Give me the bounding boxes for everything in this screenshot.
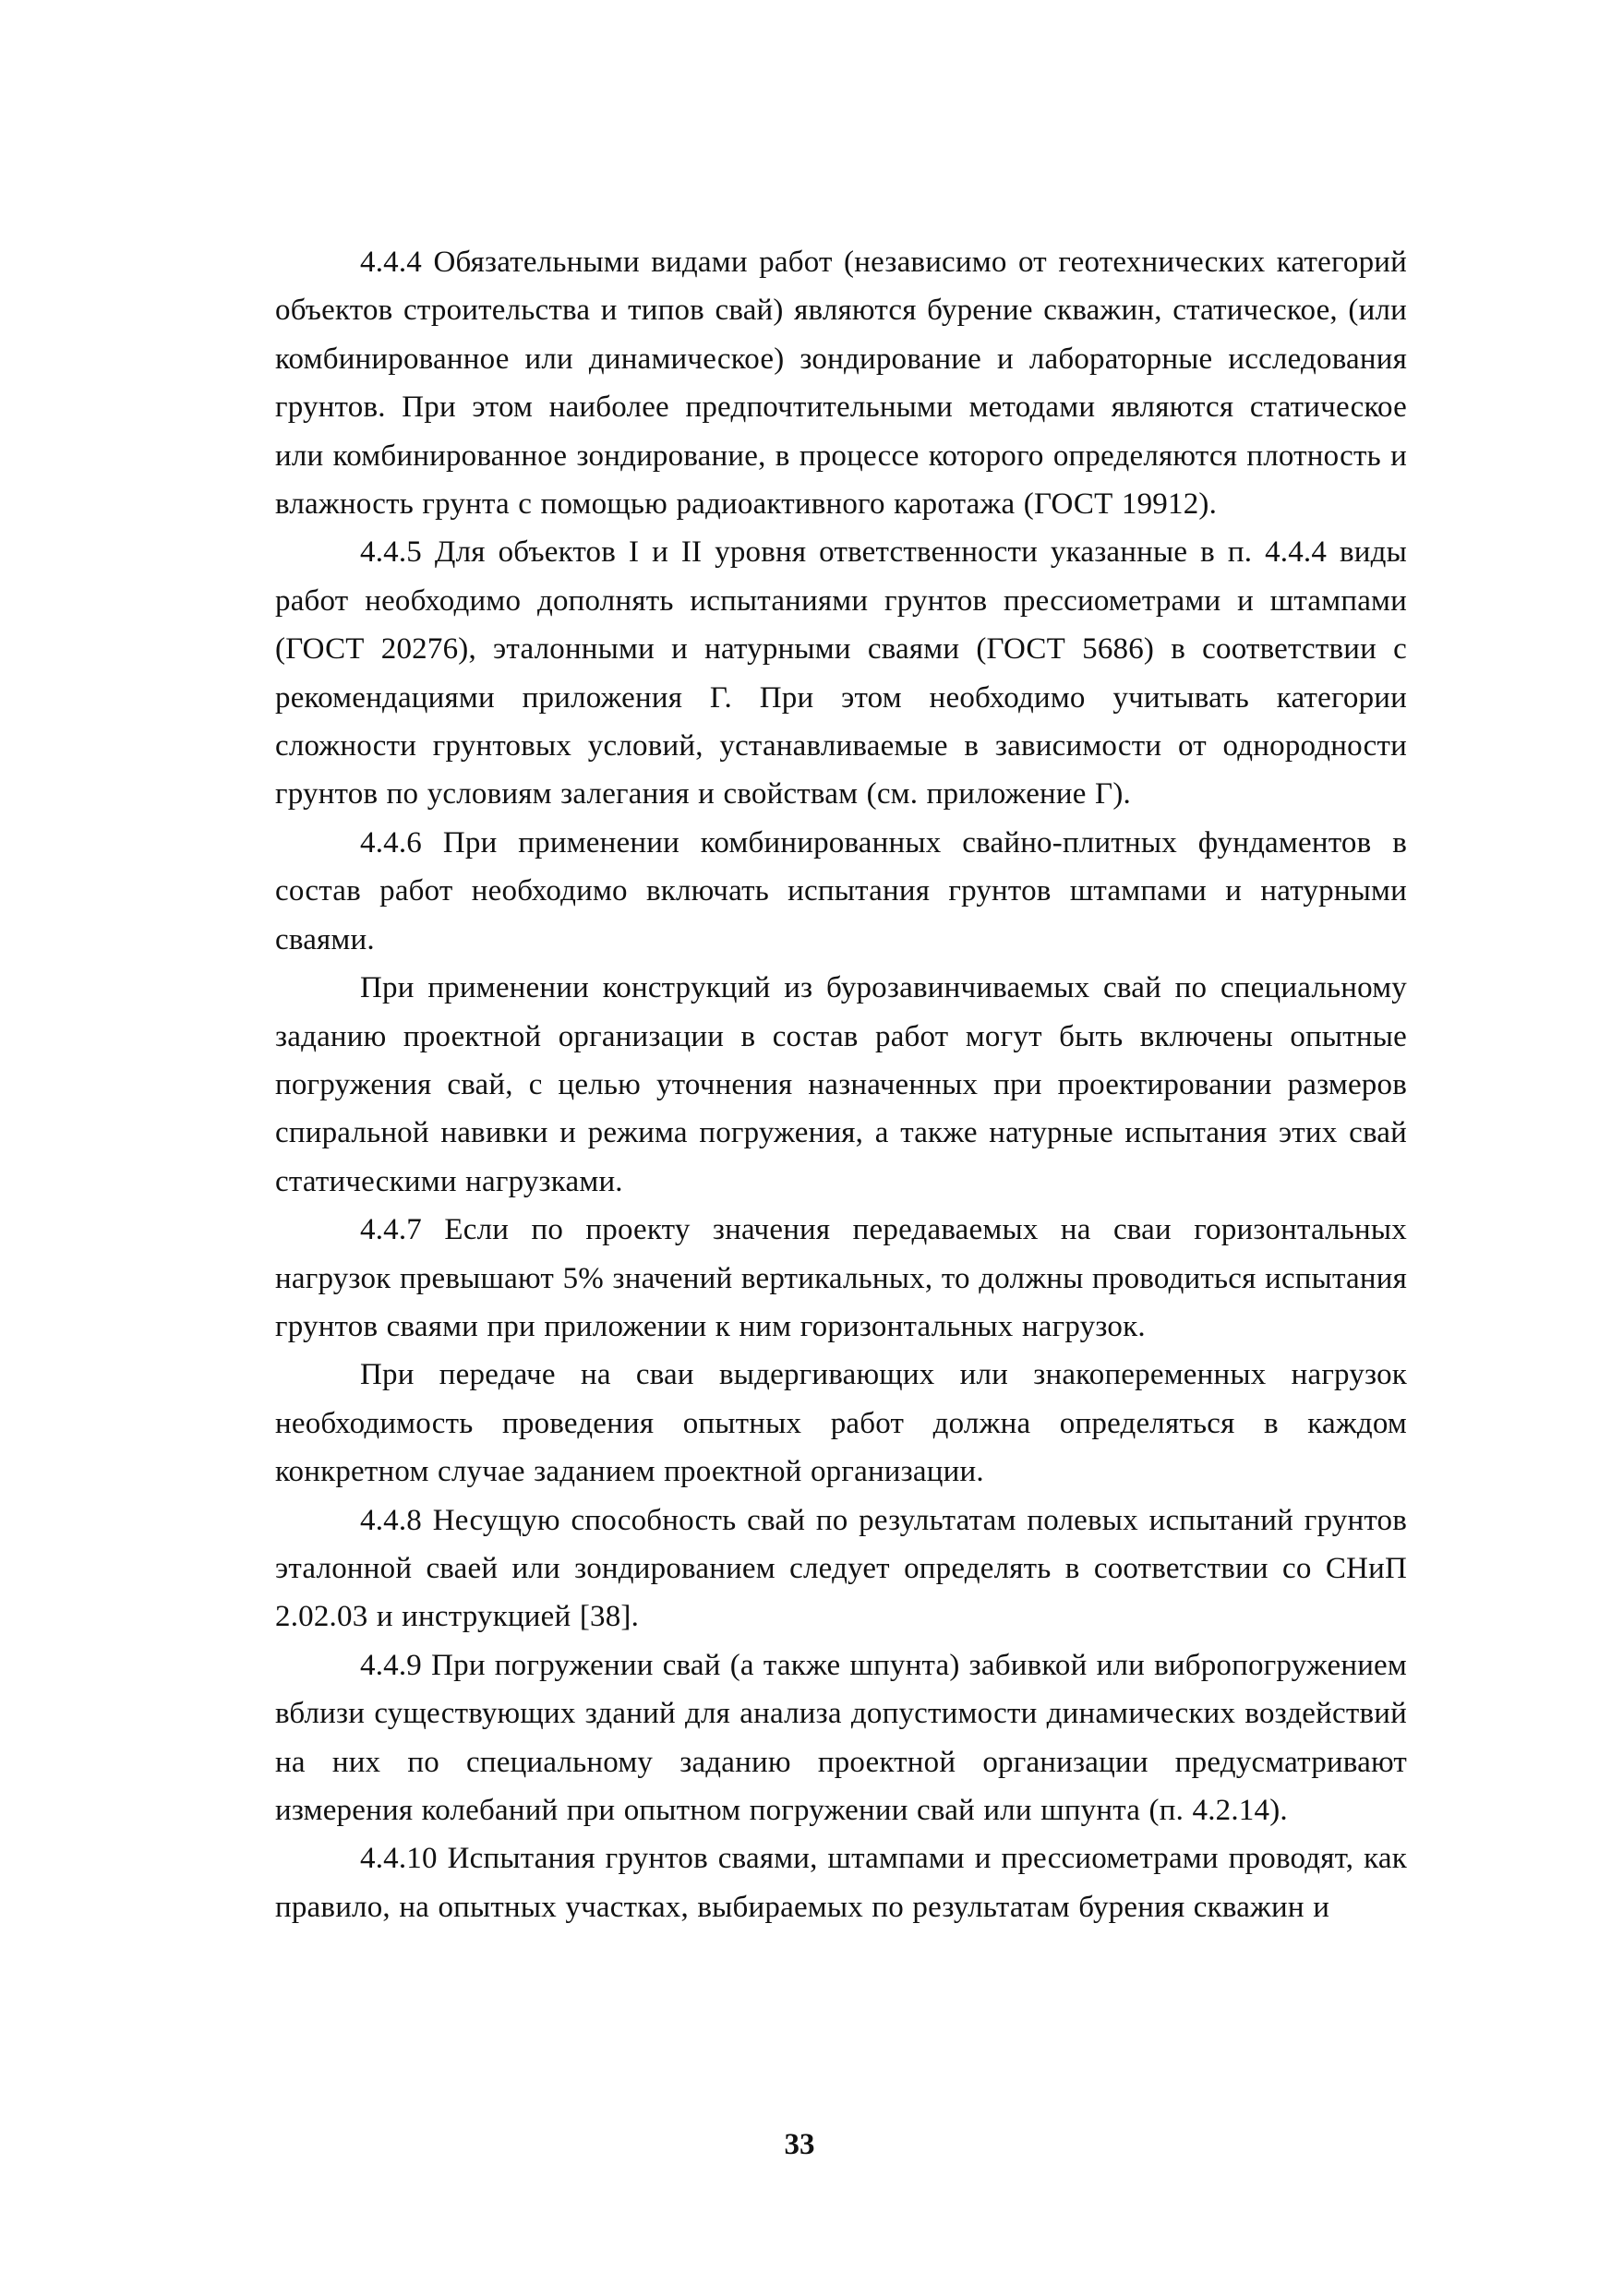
page-number: 33 xyxy=(784,2128,815,2161)
paragraph-screw-piles: При применении конструкций из бурозавинчиваемых свай по специальному заданию проектной организации в состав работ могут быть включены опытные погружения свай, с целью уточнения назначенных при проектировании размеров спиральной навивки и режима погружения, а также натурные испытания этих свай статическими нагрузками. xyxy=(275,971,1407,1198)
paragraph-4-4-8: 4.4.8 Несущую способность свай по результатам полевых испытаний грунтов эталонной сваей или зондированием следует определять в соответствии со СНиП 2.02.03 и инструкцией [38]. xyxy=(275,1503,1407,1634)
paragraph-4-4-9: 4.4.9 При погружении свай (а также шпунта) забивкой или вибропогружением вблизи существующих зданий для анализа допустимости динамических воздействий на них по специальному заданию проектной организации предусматривают измерения колебаний при опытном погружении свай или шпунта (п. 4.2.14). xyxy=(275,1648,1407,1827)
paragraph-4-4-7: 4.4.7 Если по проекту значения передаваемых на сваи горизонтальных нагрузок превышают 5% значений вертикальных, то должны проводиться испытания грунтов сваями при приложении к ним горизонтальных нагрузок. xyxy=(275,1213,1407,1343)
paragraph-4-4-4: 4.4.4 Обязательными видами работ (независимо от геотехнических категорий объектов строительства и типов свай) являются бурение скважин, статическое, (или комбинированное или динамическое) зондирование и лабораторные исследования грунтов. При этом наиболее предпочтительными методами являются статическое или комбинированное зондирование, в процессе которого определяются плотность и влажность грунта с помощью радиоактивного каротажа (ГОСТ 19912). xyxy=(275,246,1407,522)
paragraph-4-4-6: 4.4.6 При применении комбинированных свайно-плитных фундаментов в состав работ необходимо включать испытания грунтов штампами и натурными сваями. xyxy=(275,825,1407,956)
paragraph-4-4-10: 4.4.10 Испытания грунтов сваями, штампами и прессиометрами проводят, как правило, на опытных участках, выбираемых по результатам бурения скважин и xyxy=(275,1842,1407,1924)
document-body xyxy=(275,238,1407,1931)
paragraph-4-4-5: 4.4.5 Для объектов I и II уровня ответственности указанные в п. 4.4.4 виды работ необходимо дополнять испытаниями грунтов прессиометрами и штампами (ГОСТ 20276), эталонными и натурными сваями (ГОСТ 5686) в соответствии с рекомендациями приложения Г. При этом необходимо учитывать категории сложности грунтовых условий, устанавливаемые в зависимости от однородности грунтов по условиям залегания и свойствам (см. приложение Г). xyxy=(275,535,1407,811)
paragraph-pullout-loads: При передаче на сваи выдергивающих или знакопеременных нагрузок необходимость проведения опытных работ должна определяться в каждом конкретном случае заданием проектной организации. xyxy=(275,1358,1407,1489)
